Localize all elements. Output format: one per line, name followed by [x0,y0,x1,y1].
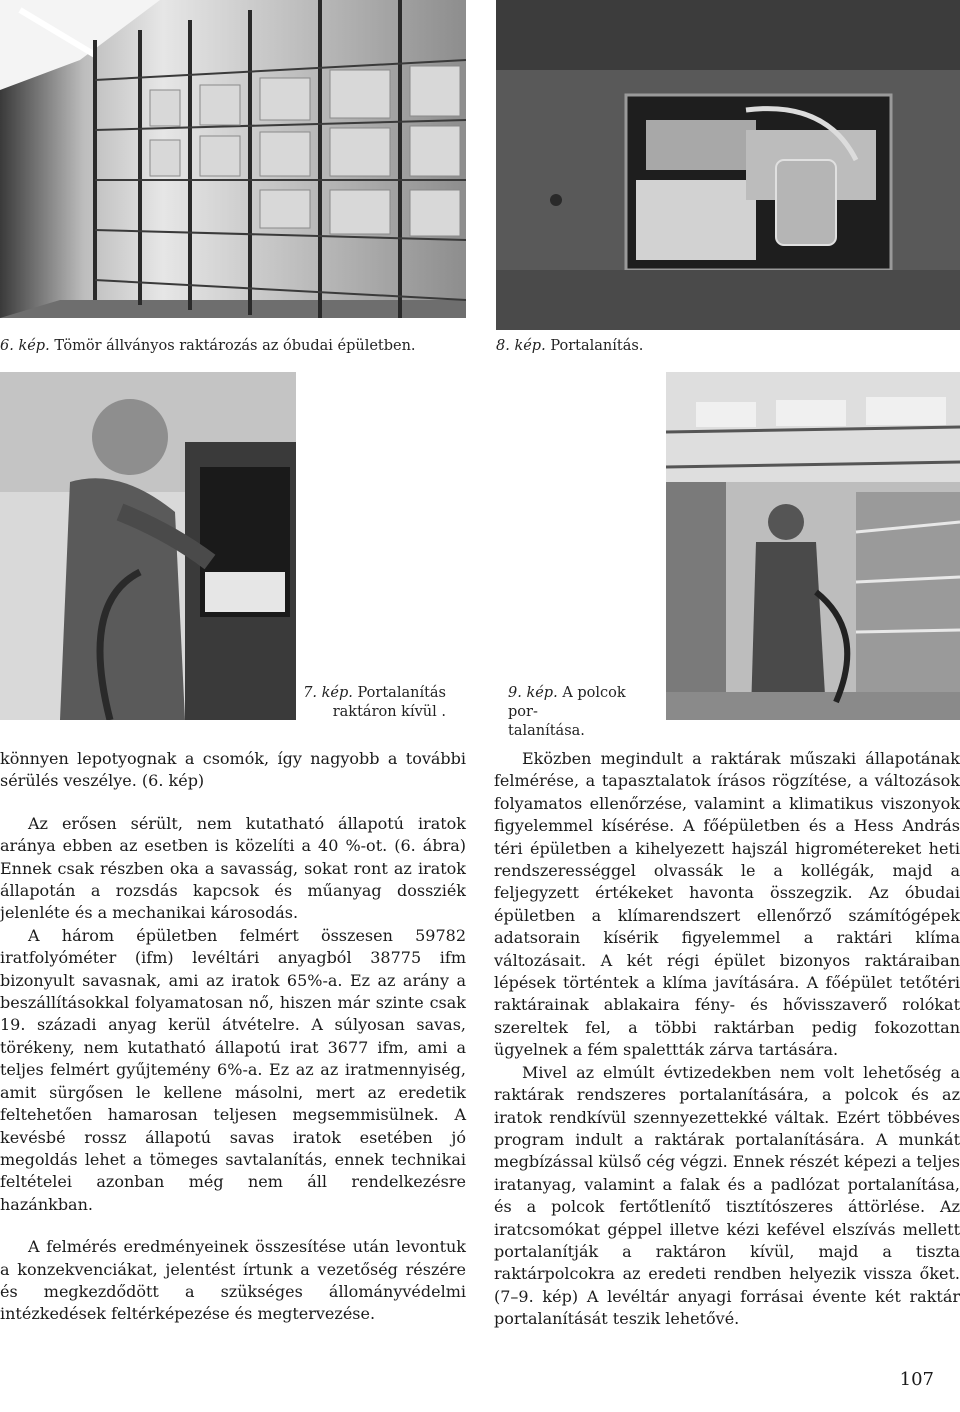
worker-cleaning-files-photo [0,372,296,720]
figure-6-photo [0,0,466,318]
right-text-column [494,748,960,1331]
figure-8-number: 8. kép. [496,338,546,354]
figure-9-photo [666,372,960,720]
figure-6-number: 6. kép. [0,338,50,354]
page-number: 107 [899,1369,934,1390]
vacuum-cleaning-machine-photo [496,0,960,330]
figure-7-number: 7. kép. [303,685,353,701]
right-paragraph-1: Eközben megindult a raktárak műszaki állapotának felmérése, a tapasztalatok írásos rögzítése, a változások folyamatos ellenőrzése, valamint a klimatikus viszonyok figyelemmel kísérése. A főépületben és a Hess András téri épületben a kihelyezett hajszál higrométereket heti rendszerességgel olvassák le a kollégák, majd a feljegyzett értékeket havonta összegzik. Az óbudai épületben a klímarendszert ellenőrző számítógépek adatsorain kísérik figyelemmel a raktári klíma változásait. A két régi épület bizonyos raktáraiban lépések történtek a klíma javítására. A főépület tetőtéri raktárainak ablakaira fény- és hővisszaverő rolókat szereltek fel, a többi raktárban pedig fokozottan ügyelnek a fém spalettták zárva tartására. [494,749,960,1060]
figure-9-caption [508,684,658,741]
shelf-cleaning-photo [666,372,960,720]
figure-8-caption [496,337,643,356]
figure-8-photo [496,0,960,330]
figure-9-number: 9. kép. [508,685,558,701]
right-paragraph-2: Mivel az elmúlt évtizedekben nem volt lehetőség a raktárak rendszeres portalanítására, a polcok és az iratok rendkívül szennyezettekké váltak. Ezért többéves program indult a raktárak portalanítására. A munkát megbízással külső cég végzi. Ennek részét képezi a teljes iratanyag, valamint a falak és a padlózat portalanítása, és a polcok fertőtlenítő tisztítószeres áttörlése. Az iratcsomókat géppel illetve kézi kefével elszívás mellett portalanítják a raktáron kívül, majd a tiszta raktárpolcokra az eredeti rendben helyezik vissza őket. (7–9. kép) A levéltár anyagi forrásai évente két raktár portalanítását teszik lehetővé. [494,1062,960,1329]
left-paragraph-1: könnyen lepotyognak a csomók, így nagyobb a további sérülés veszélye. (6. kép) [0,749,466,791]
left-paragraph-4: A felmérés eredményeinek összesítése után levontuk a konzekvenciákat, jelentést írtunk a vezetőség részére és megkezdődött a szükséges állományvédelmi intézkedések feltérképezése és megtervezése. [0,1237,466,1324]
figure-7-caption [296,684,446,722]
figure-7-photo [0,372,296,720]
left-paragraph-3: A három épületben felmért összesen 59782 iratfolyóméter (ifm) levéltári anyagból 38775 ifm bizonyult savasnak, ami az iratok 65%-a. Ez az arány a beszállításokkal folyamatosan nő, hiszen már szinte csak 19. századi anyag kerül átvételre. A súlyosan savas, törékeny, nem kutatható állapotú irat 3677 ifm, ami a teljes felmért gyűjtemény 6%-a. Ez az az iratmennyiség, amit sürgősen le kellene másolni, mert az eredetik feltehetően hamarosan teljesen megsemmisülnek. A kevésbé rossz állapotú savas iratok esetében jó megoldás lehet a tömeges savtalanítás, ennek technikai feltételei azonban még nem áll rendelkezésre hazánkban. [0,925,466,1214]
figure-7-text-line1: Portalanítás [357,685,446,701]
figure-6-caption [0,337,416,356]
figure-8-text: Portalanítás. [550,338,644,354]
figure-6-text: Tömör állványos raktározás az óbudai épületben. [54,338,416,354]
figure-7-text-line2: raktáron kívül . [332,704,446,720]
left-paragraph-2: Az erősen sérült, nem kutatható állapotú iratok aránya ebben az esetben is közelíti a 40 %-ot. (6. ábra) Ennek csak részben oka a savasság, sokat ront az iratok állapotán a rozsdás kapcsok és műanyag dossziék jelenléte és a mechanikai károsodás. [0,813,466,923]
figure-9-text-line2: talanítása. [508,723,585,739]
left-text-column [0,748,466,1326]
figure-9-text-line1: A polcok por- [508,685,626,720]
archive-shelving-photo [0,0,466,318]
